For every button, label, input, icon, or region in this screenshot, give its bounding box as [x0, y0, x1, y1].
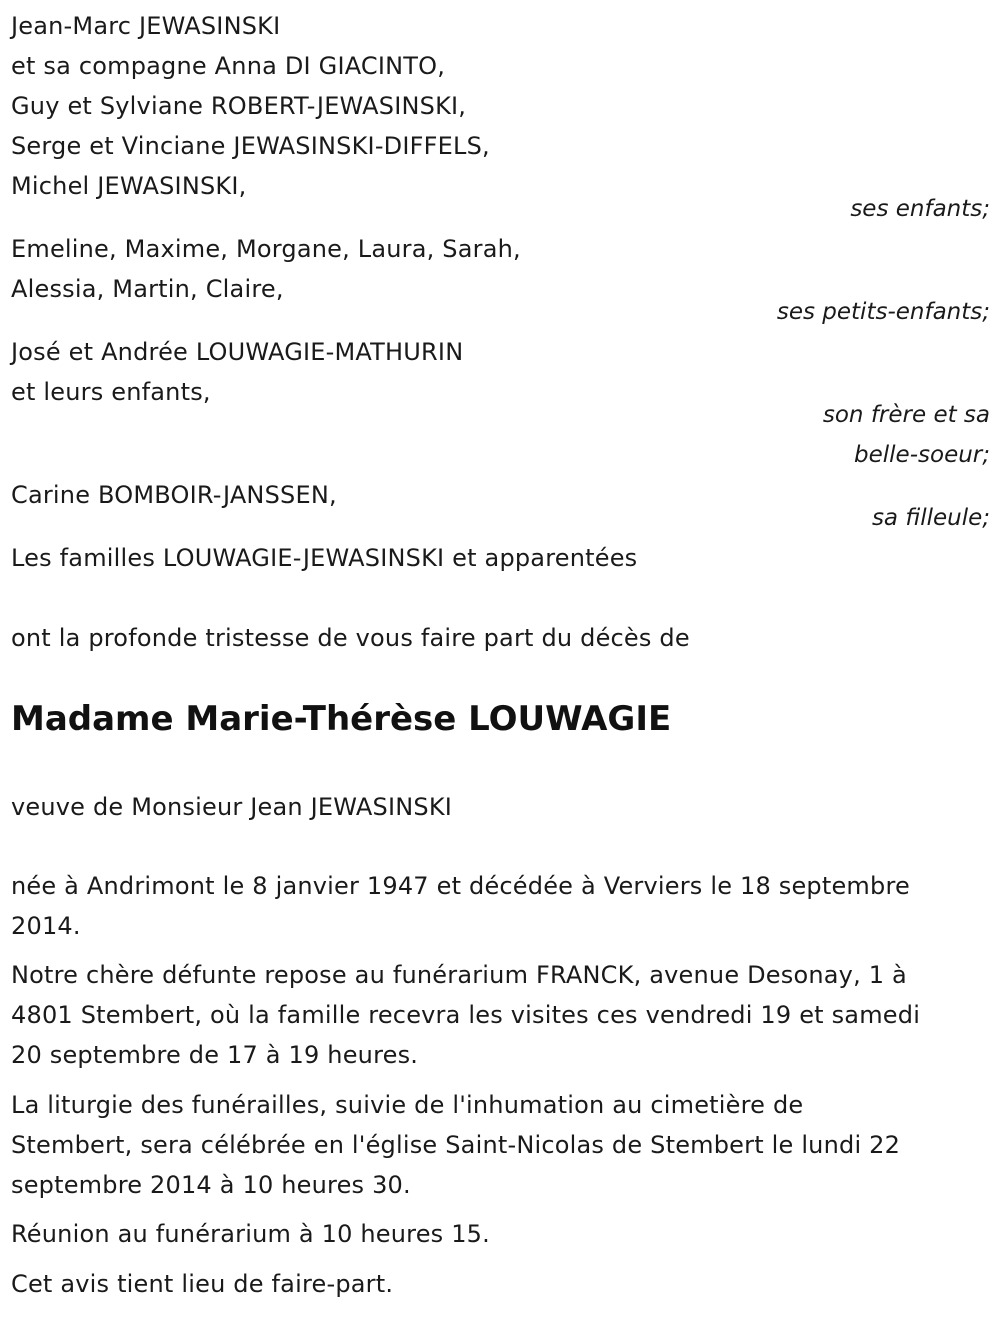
family-line: Emeline, Maxime, Morgane, Laura, Sarah, — [11, 235, 521, 263]
visitation-line: Notre chère défunte repose au funérarium FRANCK, avenue Desonay, 1 à — [11, 961, 907, 989]
announcement-text: ont la profonde tristesse de vous faire part du décès de — [11, 624, 690, 652]
family-line: Michel JEWASINSKI, — [11, 172, 247, 200]
family-line: Jean-Marc JEWASINSKI — [11, 12, 281, 40]
relation-sibling: son frère et sa — [822, 402, 990, 428]
visitation-line: 20 septembre de 17 à 19 heures. — [11, 1041, 419, 1069]
relation-grandchildren: ses petits-enfants; — [776, 299, 990, 325]
families-line: Les familles LOUWAGIE-JEWASINSKI et apparentées — [11, 544, 638, 572]
family-line: Serge et Vinciane JEWASINSKI-DIFFELS, — [11, 132, 490, 160]
family-line: Carine BOMBOIR-JANSSEN, — [11, 481, 337, 509]
widow-of-text: veuve de Monsieur Jean JEWASINSKI — [11, 793, 453, 821]
family-line: et leurs enfants, — [11, 378, 211, 406]
funeral-line: La liturgie des funérailles, suivie de l'inhumation au cimetière de — [11, 1091, 804, 1119]
family-line: Alessia, Martin, Claire, — [11, 275, 284, 303]
birth-death-line: 2014. — [11, 912, 81, 940]
relation-goddaughter: sa filleule; — [871, 505, 990, 531]
meeting-text: Réunion au funérarium à 10 heures 15. — [11, 1220, 490, 1248]
deceased-name: Madame Marie-Thérèse LOUWAGIE — [11, 699, 672, 739]
family-line: José et Andrée LOUWAGIE-MATHURIN — [11, 338, 464, 366]
relation-children: ses enfants; — [850, 196, 990, 222]
family-line: et sa compagne Anna DI GIACINTO, — [11, 52, 446, 80]
family-line: Guy et Sylviane ROBERT-JEWASINSKI, — [11, 92, 467, 120]
funeral-line: septembre 2014 à 10 heures 30. — [11, 1171, 411, 1199]
visitation-line: 4801 Stembert, où la famille recevra les visites ces vendredi 19 et samedi — [11, 1001, 921, 1029]
closing-text: Cet avis tient lieu de faire-part. — [11, 1270, 394, 1298]
funeral-line: Stembert, sera célébrée en l'église Saint-Nicolas de Stembert le lundi 22 — [11, 1131, 901, 1159]
birth-death-line: née à Andrimont le 8 janvier 1947 et décédée à Verviers le 18 septembre — [11, 872, 910, 900]
relation-sibling: belle-soeur; — [854, 442, 990, 468]
